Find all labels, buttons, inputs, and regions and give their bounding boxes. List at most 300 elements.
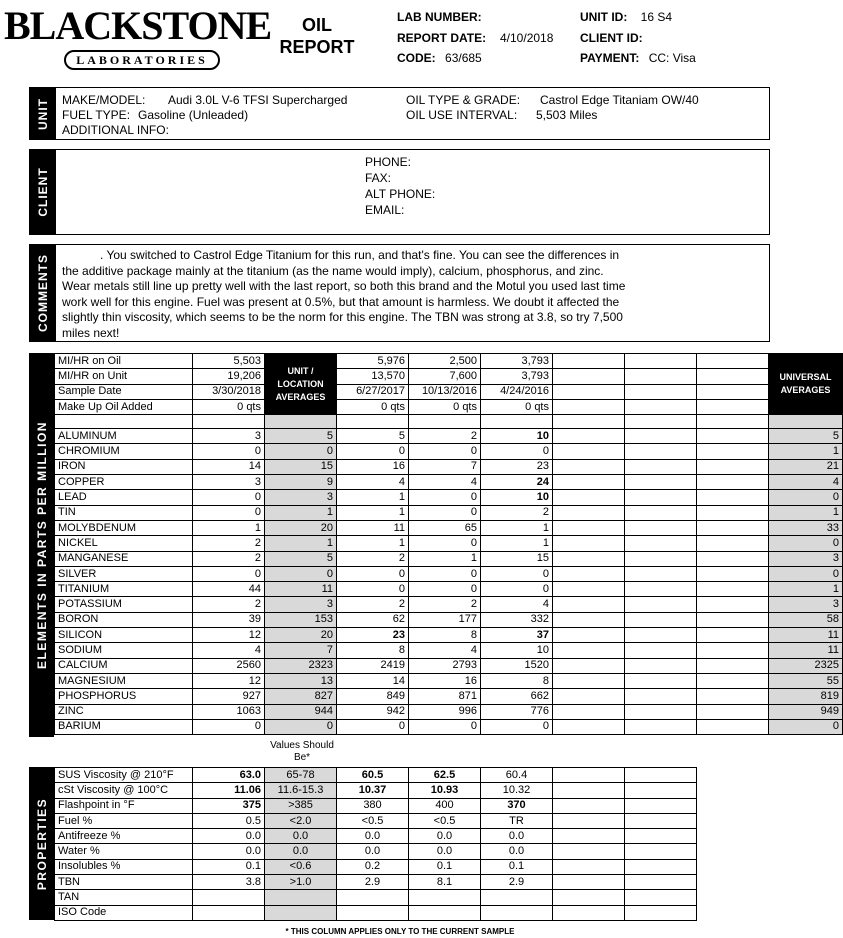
property-name: ISO Code xyxy=(55,905,193,920)
sample-3-value: 8.1 xyxy=(409,875,481,890)
empty-cell xyxy=(553,444,625,459)
sample-4-value: 2.9 xyxy=(481,875,553,890)
comments-line: work well for this engine. Fuel was present at 0.5%, but that amount is harmless. We doubt it affected the xyxy=(62,294,620,309)
make-model-value: Audi 3.0L V-6 TFSI Supercharged xyxy=(168,93,348,107)
empty-cell xyxy=(553,597,625,612)
element-name: SILICON xyxy=(55,628,193,643)
sample-2-value: 11 xyxy=(337,520,409,535)
oil-use-value: 5,503 Miles xyxy=(536,108,598,122)
comments-line: miles next! xyxy=(62,325,120,340)
sample-2-value: 942 xyxy=(337,704,409,719)
empty-cell xyxy=(337,415,409,429)
empty-cell xyxy=(625,844,697,859)
element-name: PHOSPHORUS xyxy=(55,689,193,704)
sample-4-value: 10.32 xyxy=(481,783,553,798)
sample-4-value: 10 xyxy=(481,429,553,444)
empty-cell xyxy=(625,490,697,505)
unit-average-value: 3 xyxy=(265,490,337,505)
property-name: TAN xyxy=(55,890,193,905)
elements-table xyxy=(54,353,843,735)
unit-averages-header: UNIT / LOCATION AVERAGES xyxy=(265,354,337,415)
element-row xyxy=(55,444,843,459)
empty-cell xyxy=(625,536,697,551)
empty-cell xyxy=(697,704,769,719)
sample-3-value: 7,600 xyxy=(409,369,481,384)
empty-cell xyxy=(697,612,769,627)
empty-cell xyxy=(625,875,697,890)
property-name: cSt Viscosity @ 100°C xyxy=(55,783,193,798)
empty-cell xyxy=(553,612,625,627)
sample-2-value: 6/27/2017 xyxy=(337,384,409,399)
sample-4-value: 60.4 xyxy=(481,768,553,783)
logo-wordmark: BLACKSTONE xyxy=(4,3,272,48)
element-row xyxy=(55,475,843,490)
property-row xyxy=(55,783,697,798)
sample-3-value: 0.0 xyxy=(409,829,481,844)
sample-3-value: 4 xyxy=(409,475,481,490)
unit-tab: UNIT xyxy=(30,88,56,139)
property-name: Flashpoint in °F xyxy=(55,798,193,813)
current-sample-value: 19,206 xyxy=(193,369,265,384)
sample-3-value: 7 xyxy=(409,459,481,474)
current-sample-value: 4 xyxy=(193,643,265,658)
current-sample-value: 12 xyxy=(193,628,265,643)
sample-2-value: 0.0 xyxy=(337,844,409,859)
unit-average-value: 827 xyxy=(265,689,337,704)
empty-cell xyxy=(697,475,769,490)
fuel-type-value: Gasoline (Unleaded) xyxy=(138,108,249,122)
empty-cell xyxy=(625,444,697,459)
blackstone-logo xyxy=(4,3,272,72)
unit-average-value: 153 xyxy=(265,612,337,627)
element-row xyxy=(55,673,843,688)
property-row xyxy=(55,844,697,859)
current-sample-value: 5,503 xyxy=(193,354,265,369)
element-row xyxy=(55,429,843,444)
sample-4-value: 0 xyxy=(481,566,553,581)
element-row xyxy=(55,689,843,704)
sample-row xyxy=(55,384,843,399)
sample-4-value xyxy=(481,890,553,905)
unit-average-value: 5 xyxy=(265,551,337,566)
element-row xyxy=(55,628,843,643)
empty-cell xyxy=(553,658,625,673)
unit-average-value: 0 xyxy=(265,566,337,581)
element-row xyxy=(55,505,843,520)
current-sample-value: 3/30/2018 xyxy=(193,384,265,399)
current-sample-value: 0 xyxy=(193,490,265,505)
comments-line: slightly thin viscosity, which seems to be the norm for this engine. The TBN was strong at 3.8, so try 7,500 xyxy=(62,310,623,324)
report-date-field xyxy=(397,31,486,45)
empty-cell xyxy=(697,582,769,597)
unit-average-value: 7 xyxy=(265,643,337,658)
element-row xyxy=(55,643,843,658)
sample-3-value xyxy=(409,890,481,905)
current-sample-value xyxy=(193,905,265,920)
current-sample-value: 1063 xyxy=(193,704,265,719)
unit-average-value: 20 xyxy=(265,628,337,643)
empty-cell xyxy=(625,369,697,384)
empty-cell xyxy=(553,582,625,597)
property-row xyxy=(55,875,697,890)
empty-cell xyxy=(553,768,625,783)
current-sample-value: 3 xyxy=(193,475,265,490)
empty-cell xyxy=(625,783,697,798)
empty-cell xyxy=(697,369,769,384)
empty-cell xyxy=(697,628,769,643)
empty-cell xyxy=(625,354,697,369)
payment-field xyxy=(580,51,696,65)
phone-label: PHONE: xyxy=(365,155,412,169)
sample-2-value: 1 xyxy=(337,505,409,520)
sample-4-value: 0 xyxy=(481,719,553,734)
code-label: CODE: xyxy=(397,51,436,65)
empty-cell xyxy=(409,415,481,429)
sample-row-label: MI/HR on Oil xyxy=(55,354,193,369)
empty-cell xyxy=(625,612,697,627)
current-sample-value: 44 xyxy=(193,582,265,597)
sample-3-value: 0 xyxy=(409,490,481,505)
universal-average-value: 0 xyxy=(769,719,843,734)
empty-cell xyxy=(553,844,625,859)
unit-id-field xyxy=(580,10,672,24)
client-id-field xyxy=(580,31,643,45)
property-row xyxy=(55,829,697,844)
element-row xyxy=(55,719,843,734)
current-sample-value: 2 xyxy=(193,597,265,612)
sample-3-value: 2793 xyxy=(409,658,481,673)
fax-label: FAX: xyxy=(365,171,392,185)
empty-cell xyxy=(625,429,697,444)
empty-cell xyxy=(553,813,625,828)
element-row xyxy=(55,597,843,612)
empty-cell xyxy=(697,719,769,734)
universal-averages-header: UNIVERSAL AVERAGES xyxy=(769,354,843,415)
sample-4-value: 4 xyxy=(481,597,553,612)
sample-2-value: 4 xyxy=(337,475,409,490)
element-name: CHROMIUM xyxy=(55,444,193,459)
sample-4-value: 2 xyxy=(481,505,553,520)
current-sample-value: 0.1 xyxy=(193,859,265,874)
empty-cell xyxy=(697,536,769,551)
empty-cell xyxy=(553,536,625,551)
universal-average-value: 949 xyxy=(769,704,843,719)
sample-4-value: 0.0 xyxy=(481,844,553,859)
current-sample-value xyxy=(193,890,265,905)
empty-cell xyxy=(553,369,625,384)
element-name: IRON xyxy=(55,459,193,474)
sample-3-value: 1 xyxy=(409,551,481,566)
sample-4-value: 1 xyxy=(481,520,553,535)
empty-cell xyxy=(697,520,769,535)
sample-row-label: MI/HR on Unit xyxy=(55,369,193,384)
universal-average-value: 1 xyxy=(769,444,843,459)
sample-4-value: 15 xyxy=(481,551,553,566)
empty-cell xyxy=(553,429,625,444)
element-name: TIN xyxy=(55,505,193,520)
empty-cell xyxy=(553,673,625,688)
sample-2-value: 2.9 xyxy=(337,875,409,890)
report-date-label: REPORT DATE: xyxy=(397,31,487,45)
empty-cell xyxy=(697,354,769,369)
sample-4-value: 662 xyxy=(481,689,553,704)
current-sample-value: 0.0 xyxy=(193,844,265,859)
empty-cell xyxy=(697,429,769,444)
sample-2-value: 8 xyxy=(337,643,409,658)
unit-average-value: 15 xyxy=(265,459,337,474)
property-name: Water % xyxy=(55,844,193,859)
element-name: ALUMINUM xyxy=(55,429,193,444)
universal-average-value: 3 xyxy=(769,551,843,566)
current-sample-value: 0.5 xyxy=(193,813,265,828)
empty-cell xyxy=(553,905,625,920)
sample-4-value xyxy=(481,905,553,920)
empty-cell xyxy=(553,689,625,704)
element-row xyxy=(55,612,843,627)
empty-cell xyxy=(625,829,697,844)
empty-cell xyxy=(697,444,769,459)
sample-2-value: 13,570 xyxy=(337,369,409,384)
empty-cell xyxy=(553,384,625,399)
empty-cell xyxy=(553,490,625,505)
sample-2-value: 1 xyxy=(337,536,409,551)
current-sample-value: 2 xyxy=(193,536,265,551)
empty-cell xyxy=(697,551,769,566)
additional-info-label: ADDITIONAL INFO: xyxy=(62,123,169,137)
report-date-value: 4/10/2018 xyxy=(500,31,554,45)
sample-2-value: 2419 xyxy=(337,658,409,673)
empty-cell xyxy=(625,905,697,920)
element-row xyxy=(55,582,843,597)
empty-cell xyxy=(625,582,697,597)
empty-cell xyxy=(697,490,769,505)
current-sample-value: 1 xyxy=(193,520,265,535)
empty-cell xyxy=(553,520,625,535)
sample-3-value: 400 xyxy=(409,798,481,813)
properties-tab: PROPERTIES xyxy=(29,767,54,920)
sample-2-value xyxy=(337,905,409,920)
sample-3-value: 0.0 xyxy=(409,844,481,859)
unit-average-value: 20 xyxy=(265,520,337,535)
sample-3-value: 10/13/2016 xyxy=(409,384,481,399)
sample-2-value: 0 xyxy=(337,566,409,581)
sample-2-value: 849 xyxy=(337,689,409,704)
element-name: SILVER xyxy=(55,566,193,581)
universal-average-value: 58 xyxy=(769,612,843,627)
sample-3-value: 0 xyxy=(409,719,481,734)
empty-cell xyxy=(553,415,625,429)
empty-cell xyxy=(625,813,697,828)
expected-value: <0.6 xyxy=(265,859,337,874)
expected-value xyxy=(265,905,337,920)
report-title xyxy=(272,14,362,58)
property-row xyxy=(55,905,697,920)
sample-4-value: 4/24/2016 xyxy=(481,384,553,399)
sample-4-value: 776 xyxy=(481,704,553,719)
empty-cell xyxy=(553,354,625,369)
property-row xyxy=(55,890,697,905)
sample-2-value: 10.37 xyxy=(337,783,409,798)
universal-average-value: 4 xyxy=(769,475,843,490)
element-row xyxy=(55,551,843,566)
sample-2-value: 14 xyxy=(337,673,409,688)
expected-value: 11.6-15.3 xyxy=(265,783,337,798)
sample-4-value: 1 xyxy=(481,536,553,551)
expected-value: <2.0 xyxy=(265,813,337,828)
current-sample-value: 63.0 xyxy=(193,768,265,783)
expected-value: >385 xyxy=(265,798,337,813)
payment-value: CC: Visa xyxy=(648,51,696,65)
sample-3-value: 996 xyxy=(409,704,481,719)
universal-average-value: 819 xyxy=(769,689,843,704)
unit-average-value: 0 xyxy=(265,719,337,734)
values-should-be-note: Values Should Be* xyxy=(270,740,334,763)
empty-cell xyxy=(697,643,769,658)
current-sample-value: 0.0 xyxy=(193,829,265,844)
empty-cell xyxy=(625,689,697,704)
sample-4-value: 3,793 xyxy=(481,354,553,369)
universal-average-value: 21 xyxy=(769,459,843,474)
empty-cell xyxy=(625,415,697,429)
empty-cell xyxy=(553,783,625,798)
sample-2-value xyxy=(337,890,409,905)
empty-cell xyxy=(697,597,769,612)
sample-2-value: 0.2 xyxy=(337,859,409,874)
empty-cell xyxy=(697,658,769,673)
empty-cell xyxy=(625,399,697,414)
property-row xyxy=(55,813,697,828)
current-sample-value: 11.06 xyxy=(193,783,265,798)
current-sample-value: 2560 xyxy=(193,658,265,673)
comments-section xyxy=(29,244,770,342)
expected-value: >1.0 xyxy=(265,875,337,890)
sample-4-value: 24 xyxy=(481,475,553,490)
property-name: Fuel % xyxy=(55,813,193,828)
empty-cell xyxy=(625,673,697,688)
element-row xyxy=(55,520,843,535)
universal-average-value: 0 xyxy=(769,566,843,581)
empty-cell xyxy=(553,505,625,520)
element-name: BARIUM xyxy=(55,719,193,734)
universal-average-value: 1 xyxy=(769,582,843,597)
sample-2-value: 0.0 xyxy=(337,829,409,844)
sample-4-value: TR xyxy=(481,813,553,828)
universal-average-value: 5 xyxy=(769,429,843,444)
expected-value: 65-78 xyxy=(265,768,337,783)
sample-2-value: 5,976 xyxy=(337,354,409,369)
empty-cell xyxy=(553,475,625,490)
oil-type-label: OIL TYPE & GRADE: xyxy=(406,93,521,107)
sample-2-value: 0 qts xyxy=(337,399,409,414)
sample-2-value: 1 xyxy=(337,490,409,505)
comments-tab: COMMENTS xyxy=(30,245,56,341)
current-sample-value: 3 xyxy=(193,429,265,444)
unit-average-value: 13 xyxy=(265,673,337,688)
element-name: ZINC xyxy=(55,704,193,719)
sample-4-value: 332 xyxy=(481,612,553,627)
universal-average-value: 0 xyxy=(769,536,843,551)
sample-2-value: 2 xyxy=(337,551,409,566)
comments-text xyxy=(62,248,767,341)
empty-cell xyxy=(625,551,697,566)
element-name: BORON xyxy=(55,612,193,627)
sample-3-value: 0 xyxy=(409,505,481,520)
fuel-type-label: FUEL TYPE: xyxy=(62,108,131,122)
empty-cell xyxy=(553,859,625,874)
sample-row xyxy=(55,354,843,369)
sample-row-label: Sample Date xyxy=(55,384,193,399)
empty-cell xyxy=(697,505,769,520)
unit-average-value: 9 xyxy=(265,475,337,490)
empty-cell xyxy=(625,628,697,643)
expected-value xyxy=(265,890,337,905)
element-name: MANGANESE xyxy=(55,551,193,566)
unit-average-value: 5 xyxy=(265,429,337,444)
sample-4-value: 10 xyxy=(481,643,553,658)
sample-4-value: 0 xyxy=(481,444,553,459)
empty-cell xyxy=(553,875,625,890)
sample-4-value: 10 xyxy=(481,490,553,505)
payment-label: PAYMENT: xyxy=(580,51,640,65)
current-sample-value: 375 xyxy=(193,798,265,813)
sample-2-value: 0 xyxy=(337,719,409,734)
empty-cell xyxy=(625,597,697,612)
element-row xyxy=(55,704,843,719)
empty-cell xyxy=(553,829,625,844)
universal-average-value: 1 xyxy=(769,505,843,520)
universal-average-value: 3 xyxy=(769,597,843,612)
client-id-label: CLIENT ID: xyxy=(580,31,643,45)
sample-3-value: 0 xyxy=(409,444,481,459)
unit-average-value: 0 xyxy=(265,444,337,459)
property-name: Insolubles % xyxy=(55,859,193,874)
universal-average-value: 11 xyxy=(769,628,843,643)
element-name: TITANIUM xyxy=(55,582,193,597)
empty-cell xyxy=(625,384,697,399)
universal-average-value: 11 xyxy=(769,643,843,658)
sample-3-value: 2,500 xyxy=(409,354,481,369)
empty-cell xyxy=(625,859,697,874)
unit-average-value: 3 xyxy=(265,597,337,612)
empty-cell xyxy=(625,643,697,658)
element-name: SODIUM xyxy=(55,643,193,658)
sample-2-value: 2 xyxy=(337,597,409,612)
empty-cell xyxy=(553,566,625,581)
unit-average-value: 944 xyxy=(265,704,337,719)
empty-cell xyxy=(625,704,697,719)
element-name: LEAD xyxy=(55,490,193,505)
sample-4-value: 3,793 xyxy=(481,369,553,384)
alt-phone-label: ALT PHONE: xyxy=(365,187,436,201)
sample-4-value: 0 qts xyxy=(481,399,553,414)
sample-3-value: 177 xyxy=(409,612,481,627)
empty-cell xyxy=(553,890,625,905)
empty-cell xyxy=(625,520,697,535)
sample-4-value: 370 xyxy=(481,798,553,813)
empty-cell xyxy=(625,798,697,813)
empty-cell xyxy=(769,415,843,429)
sample-2-value: 62 xyxy=(337,612,409,627)
email-label: EMAIL: xyxy=(365,203,405,217)
sample-row xyxy=(55,399,843,414)
report-title-line2: REPORT xyxy=(279,37,355,57)
universal-average-value: 0 xyxy=(769,490,843,505)
expected-value: 0.0 xyxy=(265,844,337,859)
empty-cell xyxy=(697,384,769,399)
sample-2-value: 0 xyxy=(337,582,409,597)
current-sample-value: 12 xyxy=(193,673,265,688)
sample-3-value: 0 xyxy=(409,582,481,597)
